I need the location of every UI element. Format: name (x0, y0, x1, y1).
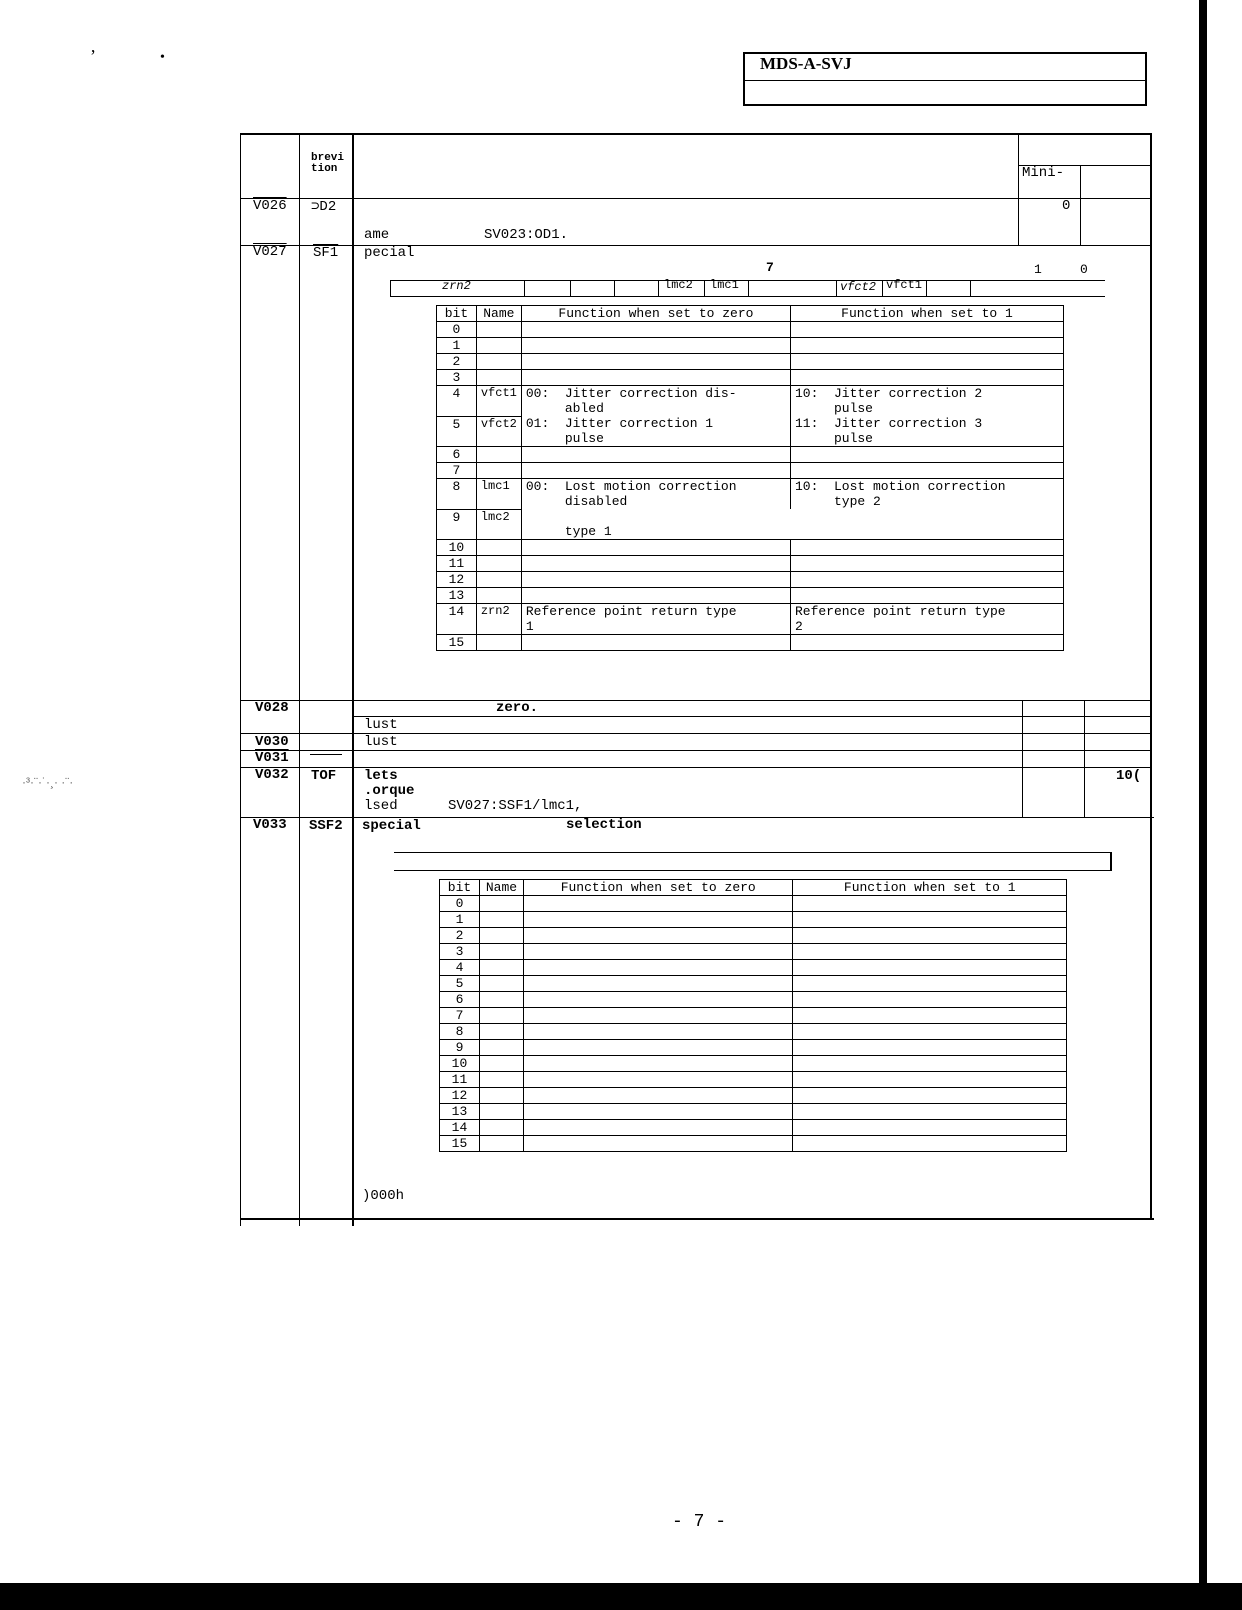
bottom-band (0, 1583, 1242, 1610)
one-cell (790, 479, 1063, 510)
one-line: 10: Jitter correction 2 (794, 386, 983, 401)
bitmap-lmc2: lmc2 (664, 278, 693, 292)
bitmap2-top (394, 852, 1110, 853)
sv031-no: V031 (255, 750, 289, 766)
sv032-desc-1: lets (364, 768, 398, 784)
table-row (440, 1088, 1067, 1104)
bitmap-lmc1: lmc1 (710, 278, 739, 292)
doc-code-box-lower (743, 80, 1147, 106)
bit-cell: 1 (440, 912, 480, 928)
table-row (440, 1120, 1067, 1136)
bit-cell: 13 (437, 588, 477, 604)
sv032-no: V032 (255, 767, 289, 783)
sv033-abbr: SSF2 (309, 818, 343, 834)
table-row (437, 479, 1064, 510)
sv027-abbr: SF1 (313, 245, 339, 261)
th-zero: Function when set to zero (521, 306, 790, 322)
bit-cell: 5 (440, 976, 480, 992)
one-line: 10: Lost motion correction (794, 479, 1006, 494)
col-min-line-2 (1022, 700, 1023, 818)
th-bit: bit (440, 880, 480, 896)
name-cell: vfct2 (476, 416, 521, 447)
bit-table-sv027 (436, 305, 1064, 651)
bit-cell: 15 (437, 635, 477, 651)
sv027-no: V027 (253, 244, 287, 260)
bit-cell: 8 (437, 479, 477, 510)
sv027-bit-one: 1 (1034, 262, 1042, 277)
bit-cell: 3 (437, 370, 477, 386)
bit-cell: 12 (440, 1088, 480, 1104)
zero-line: Reference point return type (525, 604, 737, 619)
sv033-no: V033 (253, 817, 287, 833)
bit-cell: 15 (440, 1136, 480, 1152)
bit-cell: 12 (437, 572, 477, 588)
sv026-abbr: ⊃D2 (311, 199, 337, 215)
one-cell (790, 604, 1063, 635)
bit-cell: 9 (440, 1040, 480, 1056)
bitmap2-bottom (394, 870, 1110, 871)
table-row (440, 1136, 1067, 1152)
bit-cell: 9 (437, 509, 477, 540)
bitmap-div (882, 280, 883, 297)
page-mark-1: ’ (90, 46, 96, 66)
one-cell (790, 416, 1063, 447)
th-one: Function when set to 1 (793, 880, 1067, 896)
side-noise: ·³·¨·˙·¸· ·¨· (22, 775, 74, 789)
row-sep-sv030 (240, 750, 1152, 751)
bit-cell: 3 (440, 944, 480, 960)
one-cell (790, 386, 1063, 417)
table-row (440, 1024, 1067, 1040)
th-one: Function when set to 1 (790, 306, 1063, 322)
frame-left (240, 133, 241, 1226)
sv033-desc: special (362, 818, 421, 834)
bit-cell: 6 (440, 992, 480, 1008)
table-row (437, 338, 1064, 354)
frame-right (1150, 133, 1152, 1220)
bit-cell: 2 (437, 354, 477, 370)
zero-cell (521, 604, 790, 635)
sv030-abbr-dash (310, 754, 342, 755)
th-zero: Function when set to zero (523, 880, 793, 896)
bit-cell: 14 (437, 604, 477, 635)
bitmap-div (836, 280, 837, 297)
bitmap-div (524, 280, 525, 297)
table-row (437, 588, 1064, 604)
zero-cell (521, 479, 790, 510)
bitmap-zrn2: zrn2 (442, 279, 471, 293)
row-sep-sv027 (240, 700, 1152, 701)
table-row (437, 540, 1064, 556)
bitmap-div (748, 280, 749, 297)
bit-cell: 0 (437, 322, 477, 338)
table-row (437, 354, 1064, 370)
bit-cell: 11 (440, 1072, 480, 1088)
bit-cell: 14 (440, 1120, 480, 1136)
bitmap-div (614, 280, 615, 297)
one-line: Reference point return type (794, 604, 1006, 619)
zero-cell (521, 509, 790, 540)
zero-cell (521, 416, 790, 447)
page-number: - 7 - (672, 1512, 727, 1532)
col-min-line (1018, 133, 1019, 245)
right-border (1199, 0, 1207, 1610)
col-max-line (1080, 165, 1081, 245)
table-row (440, 1104, 1067, 1120)
th-name: Name (476, 306, 521, 322)
one-line: type 2 (794, 494, 881, 509)
th-name: Name (479, 880, 523, 896)
table-row (440, 1056, 1067, 1072)
sv029-desc: lust (364, 717, 398, 733)
table-row (437, 572, 1064, 588)
bit-cell: 11 (437, 556, 477, 572)
table-row (437, 604, 1064, 635)
zero-line: disabled (525, 494, 628, 509)
bit-cell: 10 (440, 1056, 480, 1072)
table-row (437, 463, 1064, 479)
bitmap-vfct2: vfct2 (840, 280, 877, 294)
bit-cell: 4 (437, 386, 477, 417)
col-desc-line (352, 133, 354, 1226)
sv026-ref: SV023:OD1. (484, 227, 569, 243)
table-row (440, 1008, 1067, 1024)
frame-bottom (240, 1218, 1154, 1220)
table-row (440, 1072, 1067, 1088)
bitmap-vfct1: vfct1 (886, 278, 923, 292)
table-row (440, 1040, 1067, 1056)
bit-cell: 13 (440, 1104, 480, 1120)
table-row (440, 992, 1067, 1008)
bit-cell: 7 (440, 1008, 480, 1024)
zero-line: type 1 (525, 524, 612, 539)
zero-line: 00: Jitter correction dis- (525, 386, 737, 401)
bit-cell: 4 (440, 960, 480, 976)
bit-cell: 7 (437, 463, 477, 479)
one-line: 11: Jitter correction 3 (794, 416, 983, 431)
bitmap-div (570, 280, 571, 297)
table-row (440, 960, 1067, 976)
th-bit: bit (437, 306, 477, 322)
table-row (440, 896, 1067, 912)
zero-line: 1 (525, 619, 534, 634)
bit-table-sv033 (439, 879, 1067, 1152)
sv026-no: V026 (253, 198, 287, 214)
sv027-bit-zero: 0 (1080, 262, 1088, 277)
one-cell (790, 509, 1063, 540)
min-header: Mini- (1022, 165, 1065, 181)
bitmap-div (970, 280, 971, 297)
table-row (437, 322, 1064, 338)
bitmap-div (704, 280, 705, 297)
doc-code: MDS-A-SVJ (760, 54, 852, 73)
table-row (437, 447, 1064, 463)
page-mark-2: • (160, 50, 165, 65)
zero-line: 01: Jitter correction 1 (525, 416, 714, 431)
table-row (440, 944, 1067, 960)
bitmap2-right (1110, 852, 1112, 871)
sv033-default: )000h (362, 1188, 405, 1204)
sv030-desc: lust (364, 734, 398, 750)
table-row (437, 386, 1064, 417)
name-cell: vfct1 (476, 386, 521, 417)
bit-cell: 5 (437, 416, 477, 447)
table-row (437, 509, 1064, 540)
abbrev-header-1: brevi (311, 152, 345, 164)
sv027-bit-hi: 7 (766, 260, 774, 275)
sv026-desc: ame (364, 227, 390, 243)
one-line: pulse (794, 431, 873, 446)
zero-cell (521, 386, 790, 417)
sv028-no: V028 (255, 700, 289, 716)
sv032-desc-2: .orque (364, 783, 415, 799)
one-line: pulse (794, 401, 873, 416)
name-cell: zrn2 (476, 604, 521, 635)
one-line: 2 (794, 619, 803, 634)
bit-cell: 0 (440, 896, 480, 912)
name-cell: lmc1 (476, 479, 521, 510)
col-abbr-line (299, 133, 300, 1226)
table-row (440, 976, 1067, 992)
sv030-no: V030 (255, 734, 289, 750)
table-row (440, 928, 1067, 944)
table-row (437, 556, 1064, 572)
row-sep-header (240, 198, 1152, 199)
bit-cell: 8 (440, 1024, 480, 1040)
sv032-abbr: $\overline{TOF}$ (311, 768, 337, 784)
bit-cell: 10 (437, 540, 477, 556)
bit-cell: 1 (437, 338, 477, 354)
name-cell: lmc2 (476, 509, 521, 540)
sv032-desc-3: lsed (364, 798, 398, 814)
sv032-ref: SV027:SSF1/lmc1, (448, 798, 583, 814)
bit-cell: 6 (437, 447, 477, 463)
col-max-line-2 (1084, 700, 1085, 818)
table-row (437, 635, 1064, 651)
sv032-max: 10( (1116, 768, 1142, 784)
zero-line: pulse (525, 431, 604, 446)
sv026-min: 0 (1062, 198, 1071, 214)
bitmap-div (658, 280, 659, 297)
bit-cell: 2 (440, 928, 480, 944)
sv027-desc: pecial (364, 245, 415, 261)
abbrev-header-2: tion (311, 163, 338, 175)
sv028-desc: zero. (496, 700, 539, 716)
table-row (437, 370, 1064, 386)
table-row (437, 416, 1064, 447)
frame-top (240, 133, 1152, 135)
table-row (440, 912, 1067, 928)
bitmap-left (390, 280, 391, 297)
zero-line: 00: Lost motion correction (525, 479, 737, 494)
sv033-desc-2: selection (566, 817, 642, 833)
zero-line: abled (525, 401, 604, 416)
row-sep-sv028 (354, 716, 1152, 717)
bitmap-div (926, 280, 927, 297)
